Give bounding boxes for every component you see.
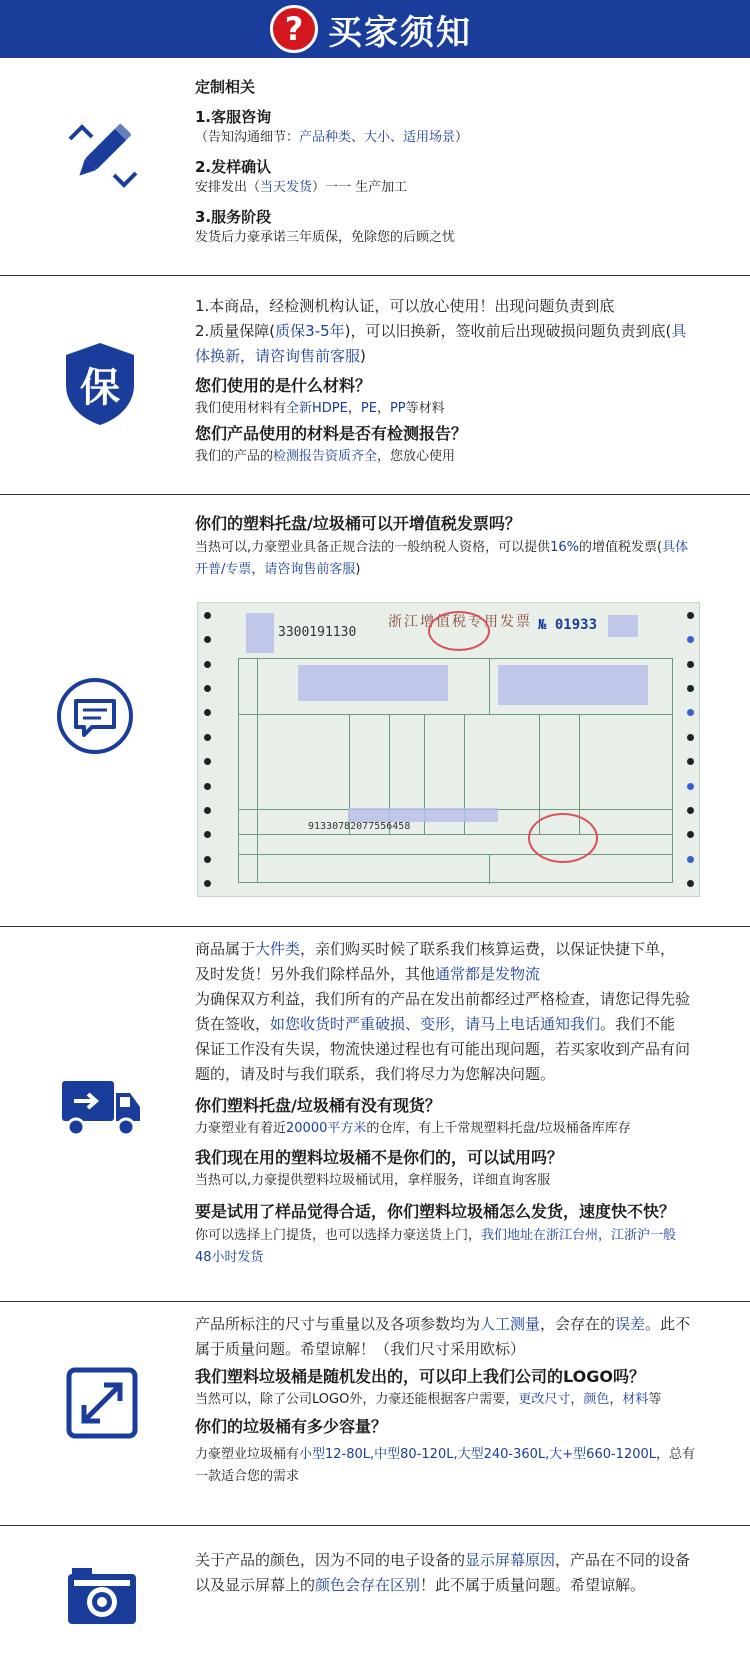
material-hdpe: 全新HDPE	[286, 401, 348, 416]
shipping-paragraph-2	[195, 987, 690, 1087]
step-sample-post: ）一一 生产加工	[312, 180, 408, 195]
question-mark-icon: ?	[270, 5, 318, 53]
report-answer-pre: 我们的产品的	[195, 449, 274, 464]
step-consult-pre: （告知沟通细节：	[195, 130, 300, 145]
capacity-answer-pre: 力豪塑业垃圾桶有	[195, 1447, 300, 1462]
stock-answer-post: 的仓库，有上千常规塑料托盘/垃圾桶备库库存	[366, 1121, 631, 1136]
material-answer-pre: 我们使用材料有	[195, 401, 287, 416]
color-p-post: ！此不属于质量问题。希望谅解。	[420, 1576, 646, 1594]
size-paragraph	[195, 1312, 700, 1362]
section-size	[0, 1302, 750, 1526]
capacity-answer-post: ，总有一款适合您的需求	[195, 1447, 696, 1484]
color-paragraph	[195, 1548, 695, 1598]
material-question: 您们使用的是什么材料？	[195, 376, 372, 395]
section-invoice-content	[195, 511, 700, 581]
capacity-sizes: 小型12-80L,中型80-120L,大型240-360L,大+型660-1200L	[299, 1447, 657, 1462]
logo-sep-1: ，	[570, 1392, 584, 1407]
shield-icon	[62, 341, 138, 431]
material-pe: PE	[360, 401, 377, 416]
report-answer-post: ，您放心使用	[377, 449, 456, 464]
invoice-answer-post: )	[355, 562, 361, 577]
shipping-logistics: 通常都是发物流	[435, 965, 541, 983]
step-sample-pre: 安排发出（	[195, 180, 261, 195]
color-p-mid: ，产品在不同的设备以及显示屏幕上的	[195, 1551, 691, 1594]
quality-point-1: 1.本商品，经检测机构认证，可以放心使用！出现问题负责到底	[195, 297, 615, 315]
invoice-holes-right	[685, 603, 695, 896]
invoice-answer-pre: 当热可以,力豪塑业具备正规合法的一般纳税人资格，可以提供	[195, 540, 551, 555]
report-question: 您们产品使用的材料是否有检测报告？	[195, 424, 468, 443]
invoice-question: 你们的塑料托盘/垃圾桶可以开增值税发票吗？	[195, 514, 521, 533]
section-color-content	[195, 1548, 695, 1598]
section-quality	[0, 276, 750, 495]
section-color	[0, 1526, 750, 1674]
logo-change-size: 更改尺寸	[518, 1392, 571, 1407]
logo-question: 我们塑料垃圾桶是随机发出的，可以印上我们公司的LOGO吗？	[195, 1367, 645, 1386]
step-consult-text	[195, 128, 695, 148]
header-title-group	[270, 4, 472, 54]
invoice-title: 浙江增值税专用发票	[388, 614, 532, 630]
quality-point-2-mid: )，可以旧换新，签收前后出现破损问题负责到底(	[344, 322, 672, 340]
material-answer-post: 等材料	[405, 401, 445, 416]
invoice-blur-password	[498, 665, 648, 705]
step-consult-post: ）	[455, 130, 469, 145]
step-sample-text	[195, 178, 695, 198]
trial-question: 我们现在用的塑料垃圾桶不是你们的，可以试用吗？	[195, 1148, 564, 1167]
invoice-blur-total	[348, 808, 498, 822]
stock-answer-pre: 力豪塑业有着近	[195, 1121, 287, 1136]
material-answer	[195, 399, 695, 419]
delivery-truck-icon	[60, 1077, 144, 1143]
report-answer	[195, 447, 695, 467]
stock-answer	[195, 1119, 690, 1139]
shipping-large-item: 大件类	[255, 940, 301, 958]
page-title: 买家须知	[328, 12, 472, 53]
section-customization	[0, 58, 750, 276]
size-p-mid: ，会存在的	[540, 1315, 616, 1333]
logo-answer	[195, 1390, 700, 1410]
shipping-p1-pre: 商品属于	[195, 940, 256, 958]
section-customization-content	[195, 76, 695, 248]
customization-heading: 定制相关	[195, 78, 256, 96]
quality-point-2	[195, 319, 695, 369]
delivery-answer	[195, 1225, 690, 1269]
resize-arrows-icon	[66, 1367, 138, 1443]
stock-warehouse-size: 20000平方米	[286, 1121, 367, 1136]
section-size-content	[195, 1312, 700, 1488]
stock-question: 你们塑料托盘/垃圾桶有没有现货？	[195, 1096, 441, 1115]
material-sep-2: ，	[376, 401, 390, 416]
invoice-answer	[195, 537, 700, 581]
invoice-code: 3300191130	[278, 625, 357, 640]
invoice-stamp-bottom	[528, 813, 598, 863]
step-consult-title: 1.客服咨询	[195, 108, 272, 126]
invoice-consult: 具体开普/专票，请咨询售前客服	[195, 540, 689, 577]
invoice-tax-id: 91330782077556458	[308, 821, 411, 832]
delivery-answer-pre: 你可以选择上门提货，也可以选择力豪送货上门，	[195, 1228, 482, 1243]
quality-point-2-warranty: 质保3-5年	[275, 322, 345, 340]
shipping-p2-post: 。我们不能保证工作没有失误，物流快递过程也有可能出现问题，若买家收到产品有问题的，请及时与我们联系，我们将尽力为您解决问题。	[195, 1015, 691, 1083]
invoice-blur-buyer	[298, 665, 448, 701]
step-consult-highlight: 产品种类、大小、适用场景	[299, 130, 456, 145]
logo-material: 材料	[622, 1392, 649, 1407]
color-screen-reason: 显示屏幕原因	[465, 1551, 556, 1569]
shipping-p1-mid: ，亲们购买时候了联系我们核算运费，以保证快捷下单，及时发货！另外我们除样品外，其他	[195, 940, 676, 983]
invoice-blur-number	[608, 615, 638, 637]
size-error: 误差	[615, 1315, 646, 1333]
report-answer-highlight: 检测报告资质齐全	[273, 449, 378, 464]
section-shipping	[0, 927, 750, 1302]
step-sample-highlight: 当天发货	[260, 180, 313, 195]
header-banner	[0, 0, 750, 58]
material-pp: PP	[389, 401, 406, 416]
step-service-text: 发货后力豪承诺三年质保，免除您的后顾之忧	[195, 230, 456, 245]
material-sep-1: ，	[347, 401, 361, 416]
invoice-rate: 16%	[550, 540, 580, 555]
size-p-post: 。此不属于质量问题。希望谅解！（我们尺寸采用欧标）	[195, 1315, 691, 1358]
color-p-pre: 关于产品的颜色，因为不同的电子设备的	[195, 1551, 466, 1569]
size-p-pre: 产品所标注的尺寸与重量以及各项参数均为	[195, 1315, 481, 1333]
color-difference: 颜色会存在区别	[315, 1576, 421, 1594]
invoice-stamp-top	[428, 611, 490, 651]
logo-color: 颜色	[583, 1392, 610, 1407]
delivery-location: 我们地址在浙江台州，江浙沪一般48小时发货	[195, 1228, 677, 1265]
shipping-damage-notice: 如您收货时严重破损、变形，请马上电话通知我们	[270, 1015, 601, 1033]
invoice-holes-left	[202, 603, 212, 896]
quality-point-2-post: )	[360, 347, 366, 365]
logo-answer-post: 等	[648, 1392, 662, 1407]
section-invoice	[0, 495, 750, 927]
capacity-question: 你们的垃圾桶有多少容量？	[195, 1417, 388, 1436]
logo-answer-pre: 当然可以，除了公司LOGO外，力豪还能根据客户需要，	[195, 1392, 519, 1407]
shipping-paragraph-1	[195, 937, 690, 987]
shipping-p2-pre: 为确保双方利益，我们所有的产品在发出前都经过严格检查，请您记得先验货在签收，	[195, 990, 691, 1033]
quality-point-2-pre: 2.质量保障(	[195, 322, 276, 340]
invoice-answer-mid: 的增值税发票(	[579, 540, 663, 555]
camera-icon	[66, 1564, 138, 1630]
logo-sep-2: ，	[609, 1392, 623, 1407]
section-shipping-content	[195, 937, 690, 1269]
delivery-question: 要是试用了样品觉得合适，你们塑料垃圾桶怎么发货，速度快不快？	[195, 1202, 676, 1221]
invoice-photo	[197, 602, 700, 897]
pencil-edit-icon	[62, 113, 142, 197]
trial-answer: 当热可以,力豪提供塑料垃圾桶试用，拿样服务，详细直询客服	[195, 1173, 551, 1188]
capacity-answer	[195, 1444, 700, 1488]
invoice-chat-icon	[56, 677, 134, 759]
step-service-title: 3.服务阶段	[195, 208, 272, 226]
invoice-number: № 01933	[538, 617, 598, 633]
shield-glyph: 保	[80, 365, 120, 411]
invoice-blur-code	[246, 613, 274, 653]
step-sample-title: 2.发样确认	[195, 158, 272, 176]
size-manual-measure: 人工测量	[480, 1315, 541, 1333]
quality-point-2-consult: 具体换新，请咨询售前客服	[195, 322, 687, 365]
section-quality-content	[195, 294, 695, 467]
